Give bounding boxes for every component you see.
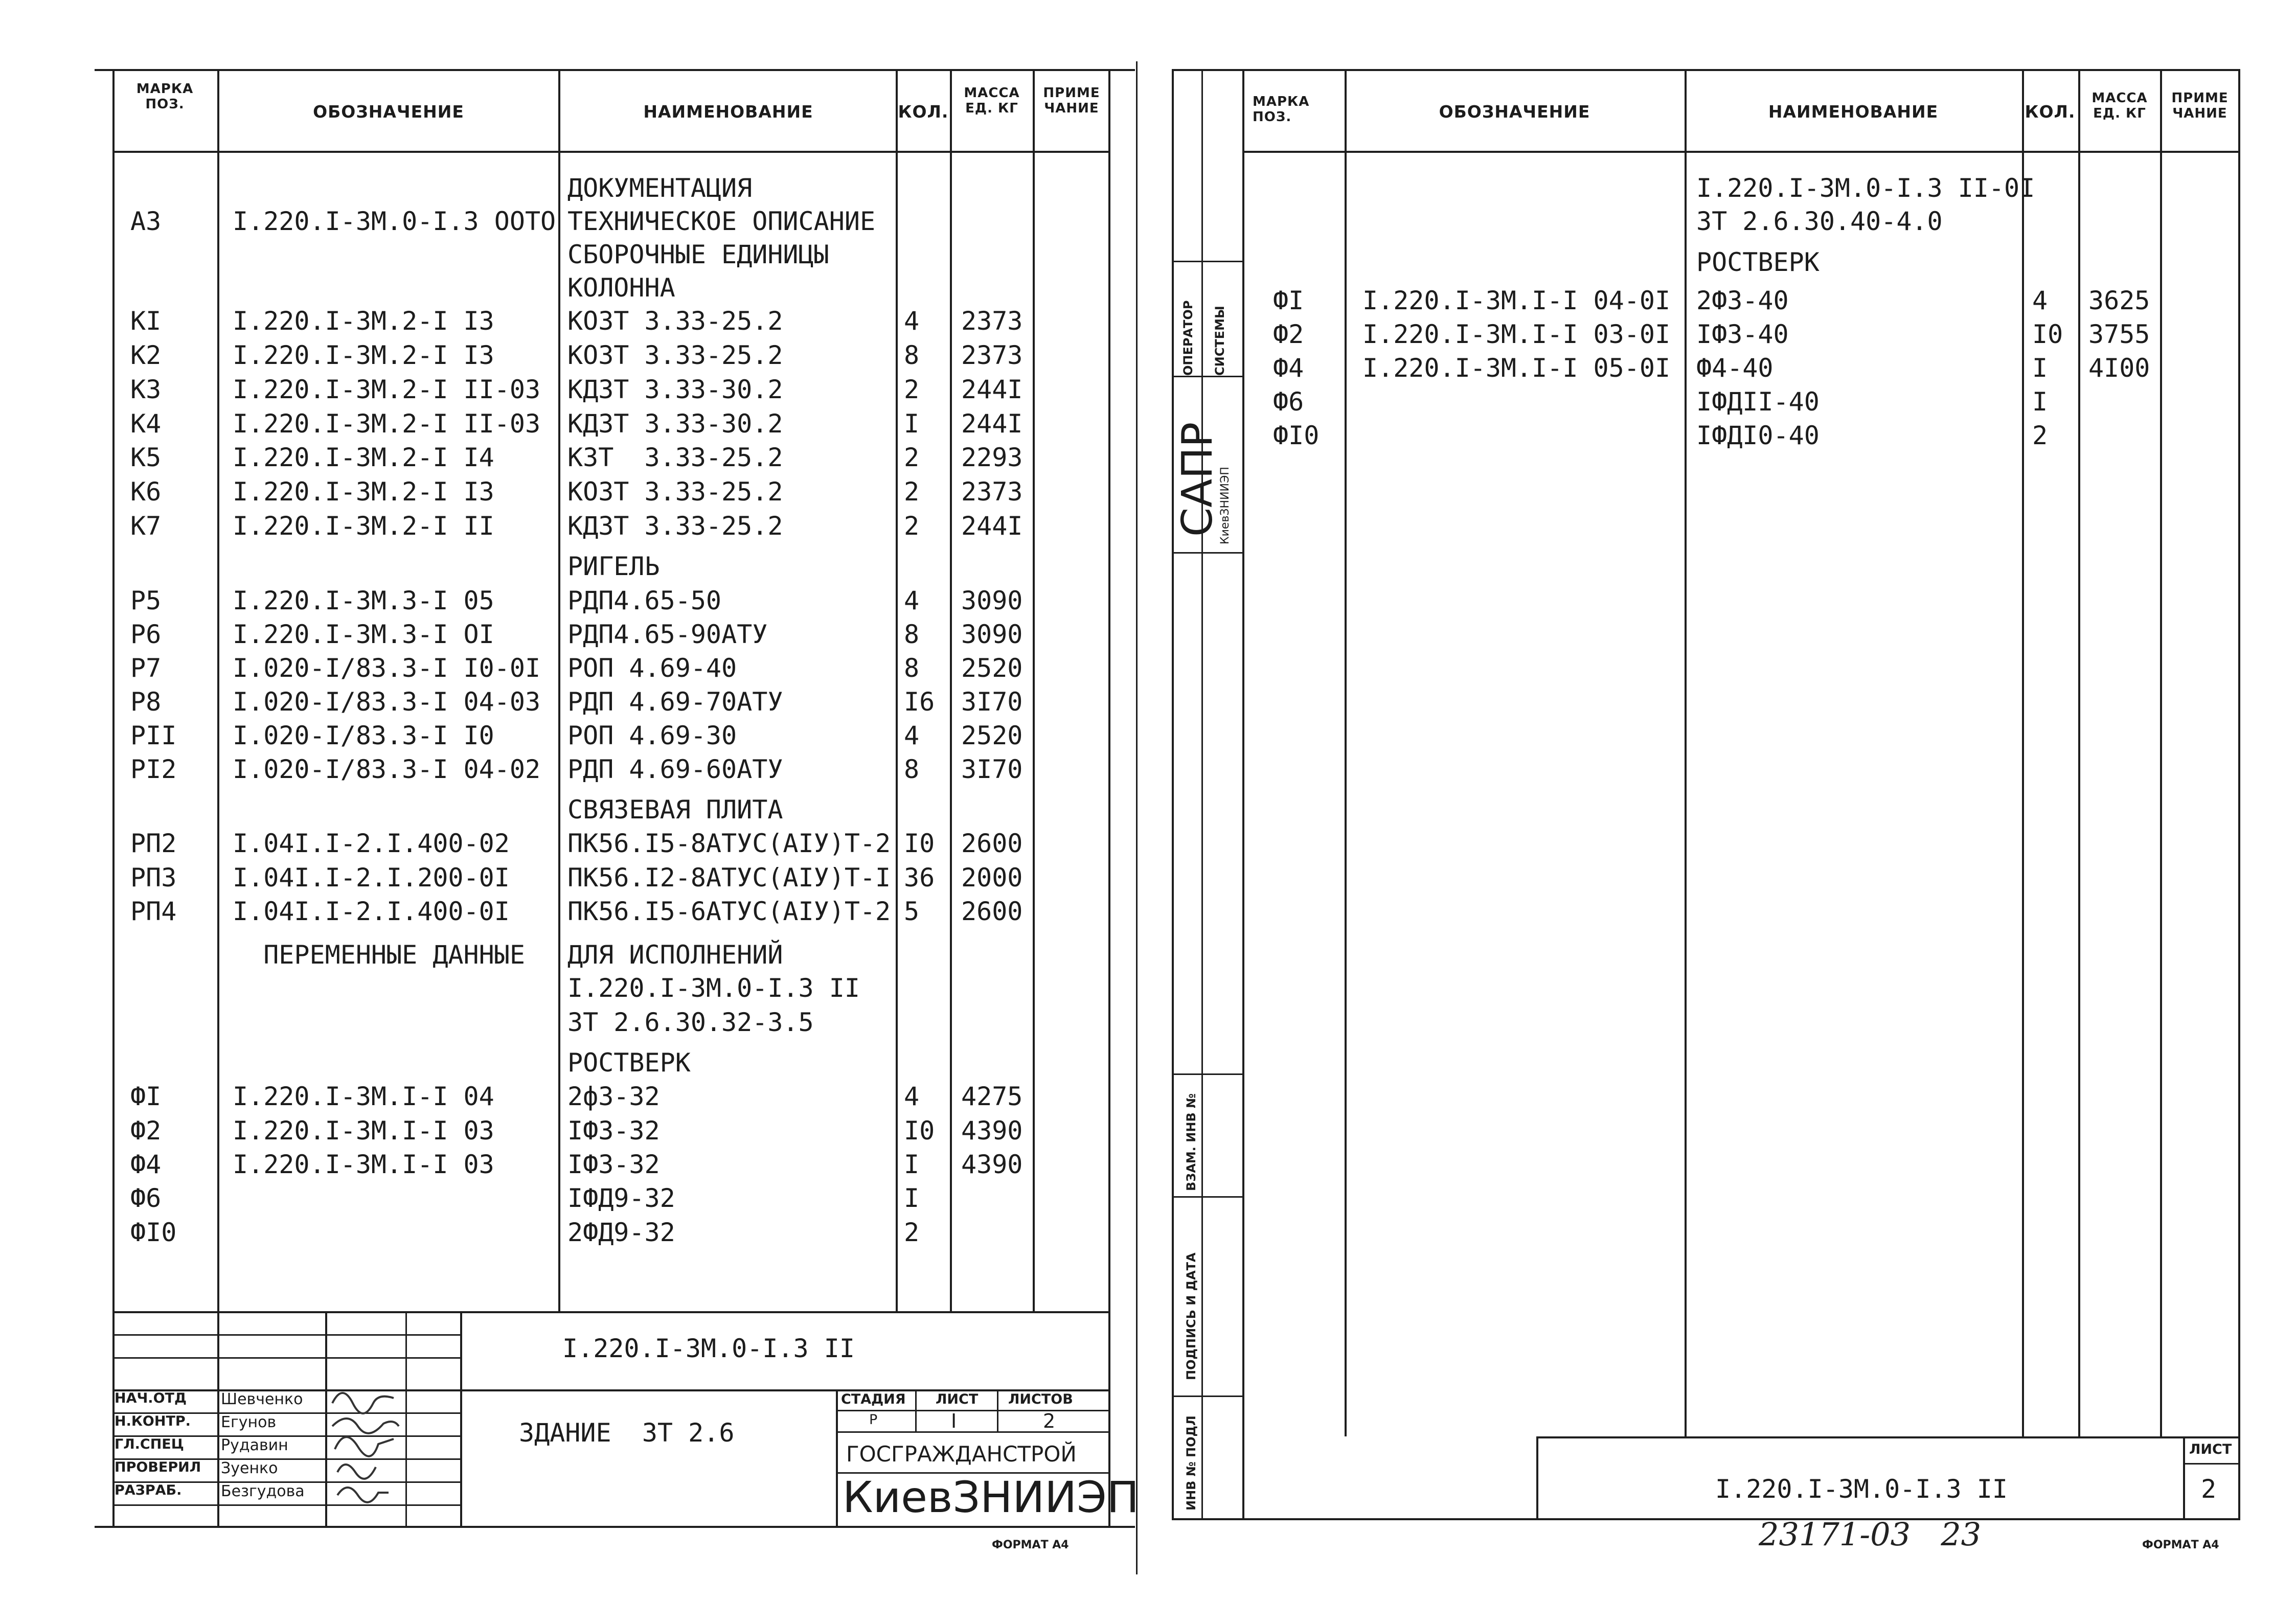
cell-qty: I0	[904, 1116, 935, 1146]
cell-code: I.220.I-3M.2-I II-03	[233, 409, 541, 439]
stamp-title: ЗДАНИЕ 3Т 2.6	[519, 1418, 735, 1448]
cell-mass: 4390	[961, 1150, 1023, 1179]
cell-mark: K3	[130, 375, 162, 404]
cell-mark: ФI	[1273, 286, 1304, 315]
name-1: Шевченко	[221, 1390, 303, 1408]
cell-mark: K4	[130, 409, 162, 439]
header-mark-2: МАРКА ПОЗ.	[1253, 94, 1310, 125]
header-designation: ОБОЗНАЧЕНИЕ	[313, 102, 464, 122]
cell-mass: 2600	[961, 829, 1023, 858]
cell-code: I.04I.I-2.I.400-02	[233, 829, 510, 858]
cell-name: ПК56.I2-8АТУС(AIУ)Т-I	[567, 863, 891, 893]
cell-code: I.220.I-3M.2-I I4	[233, 443, 494, 472]
role-2: Н.КОНТР.	[115, 1413, 191, 1429]
cell-qty: I0	[2032, 319, 2063, 349]
cell-name: ПК56.I5-8АТУС(AIУ)Т-2	[567, 829, 891, 858]
cell-mark: KI	[130, 306, 162, 336]
name-4: Зуенко	[221, 1459, 278, 1477]
cell-name: IФ3-40	[1696, 319, 1789, 349]
cell-qty: I0	[904, 829, 935, 858]
cell-code: I.220.I-3M.I-I 04-0I	[1362, 286, 1671, 315]
header-mass-2: МАССА ЕД. КГ	[2092, 90, 2148, 121]
header-mark: МАРКА ПОЗ.	[136, 81, 194, 112]
cell-code: I.020-I/83.3-I I0	[233, 721, 494, 750]
cell-mark: РП3	[130, 863, 177, 893]
cell-qty: I6	[904, 687, 935, 717]
cell-code: I.020-I/83.3-I 04-02	[233, 754, 541, 784]
cell-name: РИГЕЛЬ	[567, 552, 660, 581]
cell-qty: I	[904, 1183, 920, 1213]
cell-mass: 2373	[961, 306, 1023, 336]
cell-name: РДП 4.69-70АТУ	[567, 687, 783, 717]
side-inv-replace: ВЗАМ. ИНВ №	[1184, 1093, 1198, 1191]
cell-name: ДОКУМЕНТАЦИЯ	[567, 173, 753, 203]
sheets-label: ЛИСТОВ	[1008, 1391, 1073, 1407]
cell-name: IФДII-40	[1696, 387, 1820, 417]
cell-qty: 2	[904, 477, 920, 507]
cell-mark: K7	[130, 511, 162, 541]
handwritten-number: 23171-03 23	[1759, 1516, 1982, 1553]
cell-code: I.220.I-3M.2-I I3	[233, 306, 494, 336]
sheet-value: I	[951, 1410, 957, 1432]
cell-code: I.220.I-3M.0-I.3 OOTO	[233, 207, 556, 236]
sheet-label: ЛИСТ	[936, 1391, 979, 1407]
name-5: Безгудова	[221, 1482, 305, 1500]
cell-qty: I	[904, 1150, 920, 1179]
cell-code: I.220.I-3M.I-I 05-0I	[1362, 353, 1671, 383]
cell-mark: P6	[130, 620, 162, 649]
cell-mark: Ф2	[1273, 319, 1304, 349]
cell-mark: ФI0	[130, 1218, 177, 1247]
cell-code: I.220.I-3M.I-I 04	[233, 1082, 494, 1111]
cell-name: КД3T 3.33-25.2	[567, 511, 783, 541]
cell-name: 2ФД9-32	[567, 1218, 675, 1247]
header-qty: КОЛ.	[898, 102, 949, 122]
cell-mark: P5	[130, 586, 162, 615]
cell-mass: 4390	[961, 1116, 1023, 1146]
cell-mass: 3755	[2088, 319, 2150, 349]
cell-mark: A3	[130, 207, 162, 236]
header-name: НАИМЕНОВАНИЕ	[643, 102, 813, 122]
header-note-2: ПРИМЕ ЧАНИЕ	[2171, 90, 2229, 121]
cell-name: 2ф3-32	[567, 1082, 660, 1111]
cell-mass: 244I	[961, 375, 1023, 404]
cell-mark: Ф4	[1273, 353, 1304, 383]
cell-code: ПЕРЕМЕННЫЕ ДАННЫЕ	[233, 940, 525, 970]
cell-name: РОП 4.69-40	[567, 653, 737, 683]
cell-mass: 3625	[2088, 286, 2150, 315]
stage-value: Р	[869, 1412, 878, 1428]
cell-mark: K2	[130, 340, 162, 370]
cell-mass: 244I	[961, 409, 1023, 439]
cell-mark: Ф4	[130, 1150, 162, 1179]
cell-mass: 2600	[961, 897, 1023, 926]
header-mass: МАССА ЕД. КГ	[964, 85, 1020, 116]
cell-code: I.04I.I-2.I.200-0I	[233, 863, 510, 893]
side-system: СИСТЕМЫ	[1213, 306, 1227, 376]
cell-name: I.220.I-3M.0-I.3 II	[567, 973, 860, 1003]
cell-qty: I	[904, 409, 920, 439]
header-note: ПРИМЕ ЧАНИЕ	[1043, 85, 1100, 116]
cell-qty: 8	[904, 340, 920, 370]
cell-name: 2Ф3-40	[1696, 286, 1789, 315]
cell-mark: РП4	[130, 897, 177, 926]
cell-code: I.220.I-3M.2-I II-03	[233, 375, 541, 404]
cell-name: КОЛОННА	[567, 273, 675, 303]
cell-qty: 4	[904, 1082, 920, 1111]
format-label: ФОРМАТ А4	[992, 1539, 1069, 1551]
cell-code: I.220.I-3M.3-I OI	[233, 620, 494, 649]
cell-name: 3T 2.6.30.32-3.5	[567, 1008, 814, 1037]
cell-name: Ф4-40	[1696, 353, 1774, 383]
cell-qty: 2	[904, 375, 920, 404]
cell-name: РДП4.65-50	[567, 586, 722, 615]
cell-name: K3T 3.33-25.2	[567, 443, 783, 472]
cell-name: KO3T 3.33-25.2	[567, 306, 783, 336]
name-2: Егунов	[221, 1413, 277, 1431]
cell-mark: Ф6	[130, 1183, 162, 1213]
cell-qty: 2	[904, 443, 920, 472]
cell-code: I.220.I-3M.2-I I3	[233, 340, 494, 370]
stage-label: СТАДИЯ	[841, 1391, 906, 1407]
cell-qty: 2	[904, 511, 920, 541]
header-designation-2: ОБОЗНАЧЕНИЕ	[1439, 102, 1590, 122]
cell-qty: 8	[904, 620, 920, 649]
cell-qty: 4	[904, 586, 920, 615]
cell-mass: 2293	[961, 443, 1023, 472]
cell-mass: 3090	[961, 586, 1023, 615]
cell-name: СВЯЗЕВАЯ ПЛИТА	[567, 795, 783, 825]
cell-code: I.220.I-3M.2-I I3	[233, 477, 494, 507]
cell-mark: PI2	[130, 754, 177, 784]
name-3: Рудавин	[221, 1436, 288, 1454]
cell-mark: PII	[130, 721, 177, 750]
cell-name: РОСТВЕРК	[567, 1048, 691, 1078]
cell-name: РОСТВЕРК	[1696, 247, 1820, 277]
cell-code: I.020-I/83.3-I I0-0I	[233, 653, 541, 683]
cell-code: I.220.I-3M.3-I 05	[233, 586, 494, 615]
cell-mark: K6	[130, 477, 162, 507]
cell-name: СБОРОЧНЫЕ ЕДИНИЦЫ	[567, 240, 829, 269]
cell-mass: 2520	[961, 653, 1023, 683]
cell-qty: 2	[904, 1218, 920, 1247]
sheet-label-2: ЛИСТ	[2189, 1442, 2232, 1457]
cell-name: IФ3-32	[567, 1150, 660, 1179]
cell-code: I.220.I-3M.I-I 03	[233, 1116, 494, 1146]
cell-qty: 5	[904, 897, 920, 926]
cell-code: I.220.I-3M.I-I 03-0I	[1362, 319, 1671, 349]
format-label-2: ФОРМАТ А4	[2142, 1539, 2219, 1551]
cell-name: ПК56.I5-6АТУС(AIУ)Т-2	[567, 897, 891, 926]
role-4: ПРОВЕРИЛ	[115, 1459, 201, 1475]
cell-mass: 3I70	[961, 687, 1023, 717]
side-kiev: КиевЗНИИЭП	[1219, 467, 1232, 544]
role-3: ГЛ.СПЕЦ	[115, 1436, 184, 1452]
cell-mark: P8	[130, 687, 162, 717]
role-5: РАЗРАБ.	[115, 1482, 182, 1498]
role-1: НАЧ.ОТД	[115, 1390, 187, 1406]
cell-code: I.220.I-3M.I-I 03	[233, 1150, 494, 1179]
cell-name: ТЕХНИЧЕСКОЕ ОПИСАНИЕ	[567, 207, 876, 236]
cell-mark: РП2	[130, 829, 177, 858]
cell-mark: P7	[130, 653, 162, 683]
cell-name: РОП 4.69-30	[567, 721, 737, 750]
cell-name: KO3T 3.33-25.2	[567, 477, 783, 507]
cell-name: КД3T 3.33-30.2	[567, 375, 783, 404]
cell-qty: 4	[2032, 286, 2048, 315]
stamp-doc-code-2: I.220.I-3M.0-I.3 II	[1715, 1474, 2008, 1504]
cell-name: 3T 2.6.30.40-4.0	[1696, 207, 1943, 236]
cell-name: КД3T 3.33-30.2	[567, 409, 783, 439]
cell-mass: 244I	[961, 511, 1023, 541]
cell-qty: 4	[904, 306, 920, 336]
spec-table-2	[0, 0, 2296, 511]
cell-mass: 2373	[961, 340, 1023, 370]
cell-code: I.220.I-3M.2-I II	[233, 511, 494, 541]
cell-name: IФДI0-40	[1696, 421, 1820, 450]
cell-name: ДЛЯ ИСПОЛНЕНИЙ	[567, 940, 783, 970]
cell-name: РДП4.65-90АТУ	[567, 620, 768, 649]
cell-mass: 3090	[961, 620, 1023, 649]
cell-mass: 3I70	[961, 754, 1023, 784]
header-qty-2: КОЛ.	[2025, 102, 2076, 122]
sheets-value: 2	[1043, 1410, 1056, 1432]
cell-mass: 2373	[961, 477, 1023, 507]
cell-mass: 2520	[961, 721, 1023, 750]
cell-name: KO3T 3.33-25.2	[567, 340, 783, 370]
cell-code: I.020-I/83.3-I 04-03	[233, 687, 541, 717]
stamp-doc-code: I.220.I-3M.0-I.3 II	[562, 1334, 855, 1363]
side-sapr: САПР	[1173, 422, 1222, 537]
cell-qty: I	[2032, 353, 2048, 383]
side-operator: ОПЕРАТОР	[1181, 300, 1195, 376]
cell-mass: 4275	[961, 1082, 1023, 1111]
cell-mass: 4I00	[2088, 353, 2150, 383]
header-name-2: НАИМЕНОВАНИЕ	[1768, 102, 1939, 122]
cell-qty: I	[2032, 387, 2048, 417]
cell-mass: 2000	[961, 863, 1023, 893]
cell-mark: Ф6	[1273, 387, 1304, 417]
sheet-number-2: 2	[2201, 1474, 2217, 1504]
cell-qty: 8	[904, 754, 920, 784]
org-gosgrazhdanstroy: ГОСГРАЖДАНСТРОЙ	[846, 1442, 1077, 1467]
cell-name: I.220.I-3M.0-I.3 II-0I	[1696, 173, 2035, 203]
cell-mark: ФI0	[1273, 421, 1320, 450]
cell-mark: K5	[130, 443, 162, 472]
cell-name: IФД9-32	[567, 1183, 675, 1213]
cell-name: РДП 4.69-60АТУ	[567, 754, 783, 784]
cell-qty: 8	[904, 653, 920, 683]
cell-code: I.04I.I-2.I.400-0I	[233, 897, 510, 926]
org-kievzniiep-logo: КиевЗНИИЭП	[843, 1472, 1139, 1522]
cell-mark: Ф2	[130, 1116, 162, 1146]
cell-name: IФ3-32	[567, 1116, 660, 1146]
side-sign-date: ПОДПИСЬ И ДАТА	[1184, 1252, 1198, 1380]
cell-qty: 36	[904, 863, 935, 893]
cell-mark: ФI	[130, 1082, 162, 1111]
cell-qty: 4	[904, 721, 920, 750]
cell-qty: 2	[2032, 421, 2048, 450]
side-inv-orig: ИНВ № ПОДЛ	[1184, 1415, 1198, 1511]
